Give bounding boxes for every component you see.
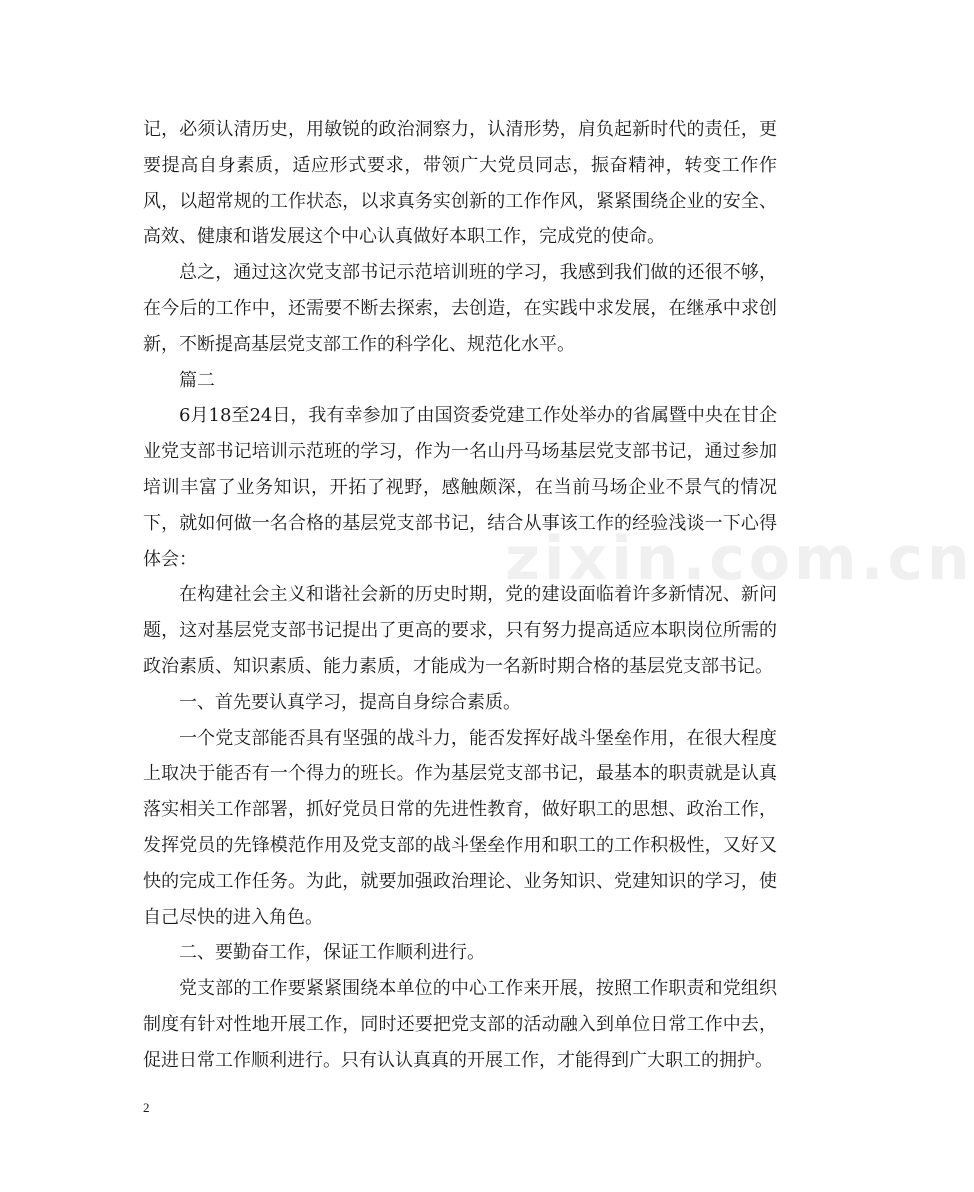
paragraph: 一个党支部能否具有坚强的战斗力，能否发挥好战斗堡垒作用，在很大程度上取决于能否有一个得力的班长。作为基层党支部书记，最基本的职责就是认真落实相关工作部署，抓好党员日常的先进性教育，做好职工的思想、政治工作，发挥党员的先锋模范作用及党支部的战斗堡垒作用和职工的工作积极性，又好又快的完成工作任务。为此，就要加强政治理论、业务知识、党建知识的学习，使自己尽快的进入角色。 (143, 727, 777, 928)
section-heading: 篇二 (179, 369, 215, 391)
section-heading: 二、要勤奋工作，保证工作顺利进行。 (179, 942, 485, 964)
paragraph: 记，必须认清历史，用敏锐的政治洞察力，认清形势，肩负起新时代的责任，更要提高自身素质，适应形式要求，带领广大党员同志，振奋精神，转变工作作风，以超常规的工作状态，以求真务实创新的工作作风，紧紧围绕企业的安全、高效、健康和谐发展这个中心认真做好本职工作，完成党的使命。 (143, 119, 777, 248)
paragraph: 党支部的工作要紧紧围绕本单位的中心工作来开展，按照工作职责和党组织制度有针对性地开展工作，同时还要把党支部的活动融入到单位日常工作中去，促进日常工作顺利进行。只有认认真真的开展工作，才能得到广大职工的拥护。 (143, 978, 777, 1071)
paragraph: 总之，通过这次党支部书记示范培训班的学习，我感到我们做的还很不够，在今后的工作中，还需要不断去探索，去创造，在实践中求发展，在继承中求创新，不断提高基层党支部工作的科学化、规范化水平。 (143, 262, 777, 355)
watermark: zixin.com.cn (505, 524, 974, 594)
page-number: 2 (143, 1100, 150, 1115)
section-heading: 一、首先要认真学习，提高自身综合素质。 (179, 691, 521, 713)
document-body (143, 112, 777, 1079)
paragraph: 6月18至24日，我有幸参加了由国资委党建工作处举办的省属暨中央在甘企业党支部书记培训示范班的学习，作为一名山丹马场基层党支部书记，通过参加培训丰富了业务知识，开拓了视野，感触颇深，在当前马场企业不景气的情况下，就如何做一名合格的基层党支部书记，结合从事该工作的经验浅谈一下心得体会： (143, 405, 777, 570)
paragraph: 在构建社会主义和谐社会新的历史时期，党的建设面临着许多新情况、新问题，这对基层党支部书记提出了更高的要求，只有努力提高适应本职岗位所需的政治素质、知识素质、能力素质，才能成为一名新时期合格的基层党支部书记。 (143, 584, 777, 677)
